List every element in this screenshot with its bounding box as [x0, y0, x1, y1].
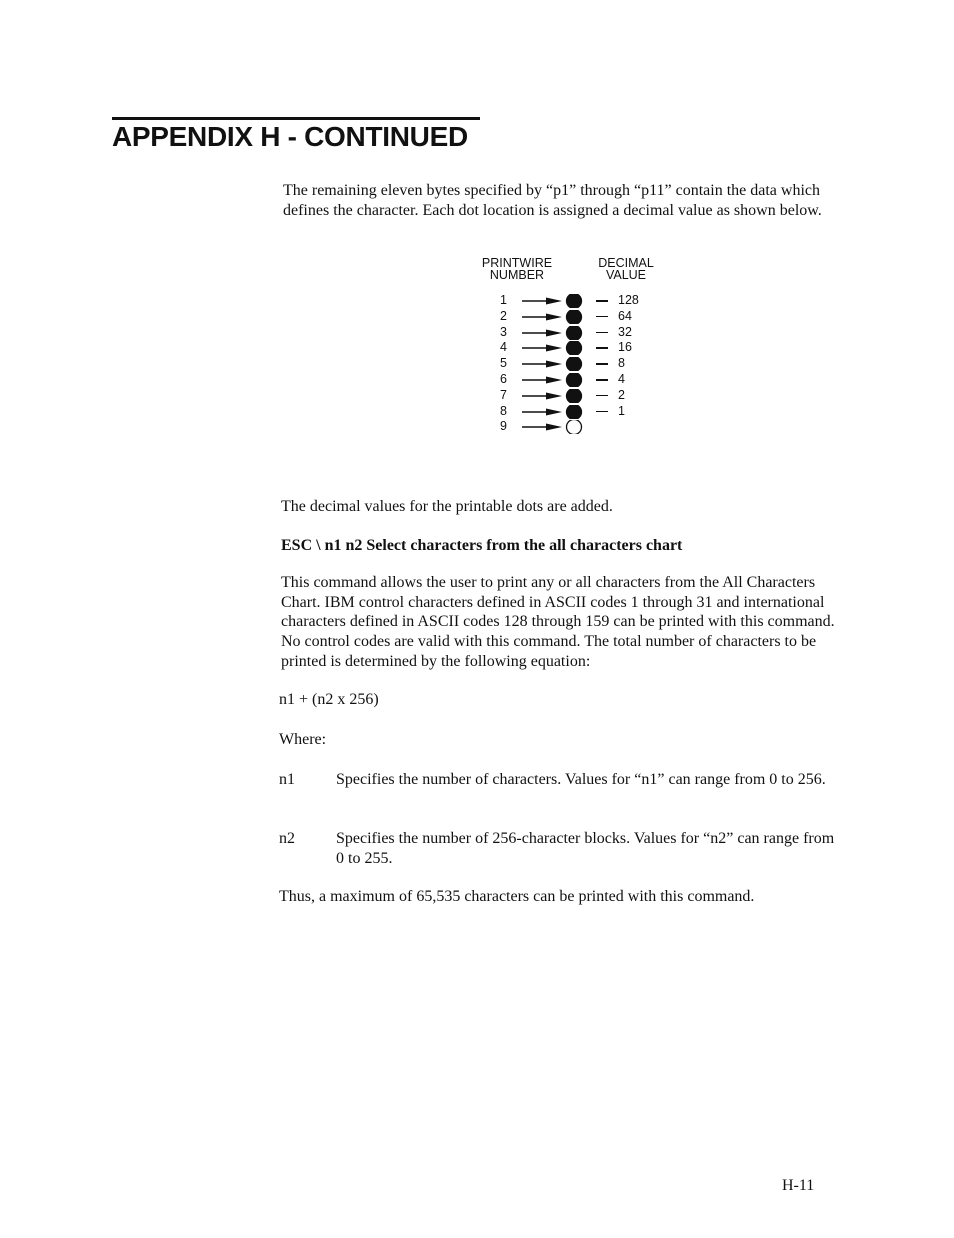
- value-dash: [596, 300, 608, 302]
- definition-text-n2: Specifies the number of 256-character blocks. Values for “n2” can range from 0 to 255.: [336, 830, 835, 867]
- wire-row: [470, 292, 670, 308]
- dots-added-paragraph: The decimal values for the printable dots are added.: [281, 498, 613, 515]
- wire-row: [470, 403, 670, 419]
- arrow-to-dot-icon: [522, 389, 584, 403]
- decimal-value: 4: [618, 372, 625, 386]
- filled-dot-icon: [567, 310, 582, 324]
- wire-row: [470, 308, 670, 324]
- arrow-to-dot-icon: [522, 373, 584, 387]
- value-dash: [596, 379, 608, 381]
- where-label: Where:: [279, 731, 327, 748]
- command-heading: ESC \ n1 n2 Select characters from the all characters chart: [281, 537, 683, 554]
- filled-dot-icon: [567, 294, 582, 308]
- arrow-to-dot-icon: [522, 326, 584, 340]
- wire-row: [470, 387, 670, 403]
- wire-number: 5: [500, 356, 507, 371]
- definition-term-n2: n2: [279, 830, 295, 847]
- value-dash: [596, 363, 608, 365]
- filled-dot-icon: [567, 326, 582, 340]
- arrow-to-dot-icon: [522, 310, 584, 324]
- decimal-value: 2: [618, 387, 625, 402]
- value-dash: [596, 395, 608, 397]
- wire-row: [470, 339, 670, 355]
- wire-number: 7: [500, 387, 507, 402]
- definition-term-n1: n1: [279, 771, 295, 788]
- value-dash: [596, 332, 608, 334]
- filled-dot-icon: [567, 389, 582, 403]
- wire-number: 1: [500, 293, 507, 307]
- equation: n1 + (n2 x 256): [279, 691, 379, 708]
- decimal-value: 16: [618, 340, 632, 355]
- wire-number: 9: [500, 419, 507, 434]
- maximum-characters-paragraph: Thus, a maximum of 65,535 characters can be printed with this command.: [279, 888, 755, 905]
- decimal-value: 8: [618, 356, 625, 371]
- wire-row: [470, 324, 670, 340]
- value-dash: [596, 347, 608, 349]
- wire-number: 4: [500, 340, 507, 355]
- wire-number: 3: [500, 324, 507, 339]
- decimal-value: 64: [618, 308, 632, 323]
- wire-number: 6: [500, 372, 507, 386]
- wire-number: 2: [500, 308, 507, 323]
- printwire-header-line1: PRINTWIRE: [481, 256, 553, 270]
- arrow-to-dot-icon: [522, 420, 584, 434]
- filled-dot-icon: [567, 373, 582, 387]
- value-dash: [596, 411, 608, 413]
- value-dash: [596, 316, 608, 318]
- filled-dot-icon: [567, 357, 582, 371]
- empty-dot-icon: [567, 420, 582, 434]
- filled-dot-icon: [567, 341, 582, 355]
- wire-number: 8: [500, 403, 507, 418]
- arrow-to-dot-icon: [522, 341, 584, 355]
- decimal-header-line2: VALUE: [605, 268, 647, 282]
- arrow-to-dot-icon: [522, 405, 584, 419]
- decimal-value: 1: [618, 403, 625, 418]
- wire-row: [470, 371, 670, 387]
- page-number: H-11: [782, 1177, 815, 1194]
- arrow-to-dot-icon: [522, 357, 584, 371]
- printwire-diagram: [470, 255, 670, 445]
- decimal-value: 32: [618, 324, 632, 339]
- decimal-header-line1: DECIMAL: [598, 256, 654, 270]
- printwire-header-line2: NUMBER: [489, 268, 545, 282]
- definition-text-n1: Specifies the number of characters. Values for “n1” can range from 0 to 256.: [336, 771, 826, 788]
- decimal-value-header: [590, 257, 662, 281]
- decimal-value: 128: [618, 293, 639, 307]
- command-description: This command allows the user to print any or all characters from the All Characters Chart. IBM control characters defined in ASCII codes 1 through 31 and international characters defined in ASCII codes 128 through 159 can be printed with this command. No control codes are valid with this command. The total number of characters to be printed is determined by the following equation:: [281, 574, 835, 670]
- arrow-to-dot-icon: [522, 294, 584, 308]
- printwire-number-header: [478, 257, 556, 281]
- filled-dot-icon: [567, 405, 582, 419]
- page-title: APPENDIX H - CONTINUED: [112, 121, 468, 152]
- intro-paragraph: The remaining eleven bytes specified by “p1” through “p11” contain the data which defines the character. Each dot location is assigned a decimal value as shown below.: [283, 182, 822, 219]
- wire-row: [470, 355, 670, 371]
- wire-row: [470, 418, 670, 434]
